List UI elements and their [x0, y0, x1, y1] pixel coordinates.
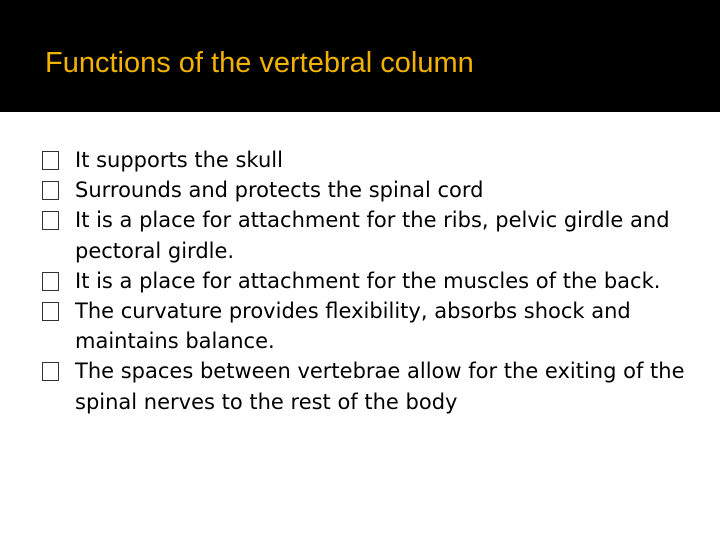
bullet-item	[42, 145, 692, 175]
bullet-text: It is a place for attachment for the ribs, pelvic girdle and pectoral girdle.	[75, 208, 670, 263]
slide-title: Functions of the vertebral column	[45, 47, 474, 79]
bullet-text: It supports the skull	[75, 148, 283, 172]
bullet-item	[42, 175, 692, 205]
bullet-text: The spaces between vertebrae allow for the exiting of the spinal nerves to the rest of the body	[75, 359, 685, 414]
bullet-item	[42, 296, 692, 356]
bullet-text: The curvature provides flexibility, absorbs shock and maintains balance.	[75, 299, 631, 354]
title-bar	[0, 0, 720, 112]
bullet-text: It is a place for attachment for the muscles of the back.	[75, 268, 661, 293]
missing-glyph-box-icon	[42, 356, 68, 386]
bullet-list	[42, 145, 692, 417]
bullet-item	[42, 266, 692, 296]
bullet-text: Surrounds and protects the spinal cord	[75, 178, 484, 203]
missing-glyph-box-icon	[42, 175, 68, 205]
missing-glyph-box-icon	[42, 145, 68, 175]
missing-glyph-box-icon	[42, 266, 68, 296]
missing-glyph-box-icon	[42, 296, 68, 326]
bullet-item	[42, 356, 692, 416]
bullet-item	[42, 205, 692, 265]
missing-glyph-box-icon	[42, 205, 68, 235]
